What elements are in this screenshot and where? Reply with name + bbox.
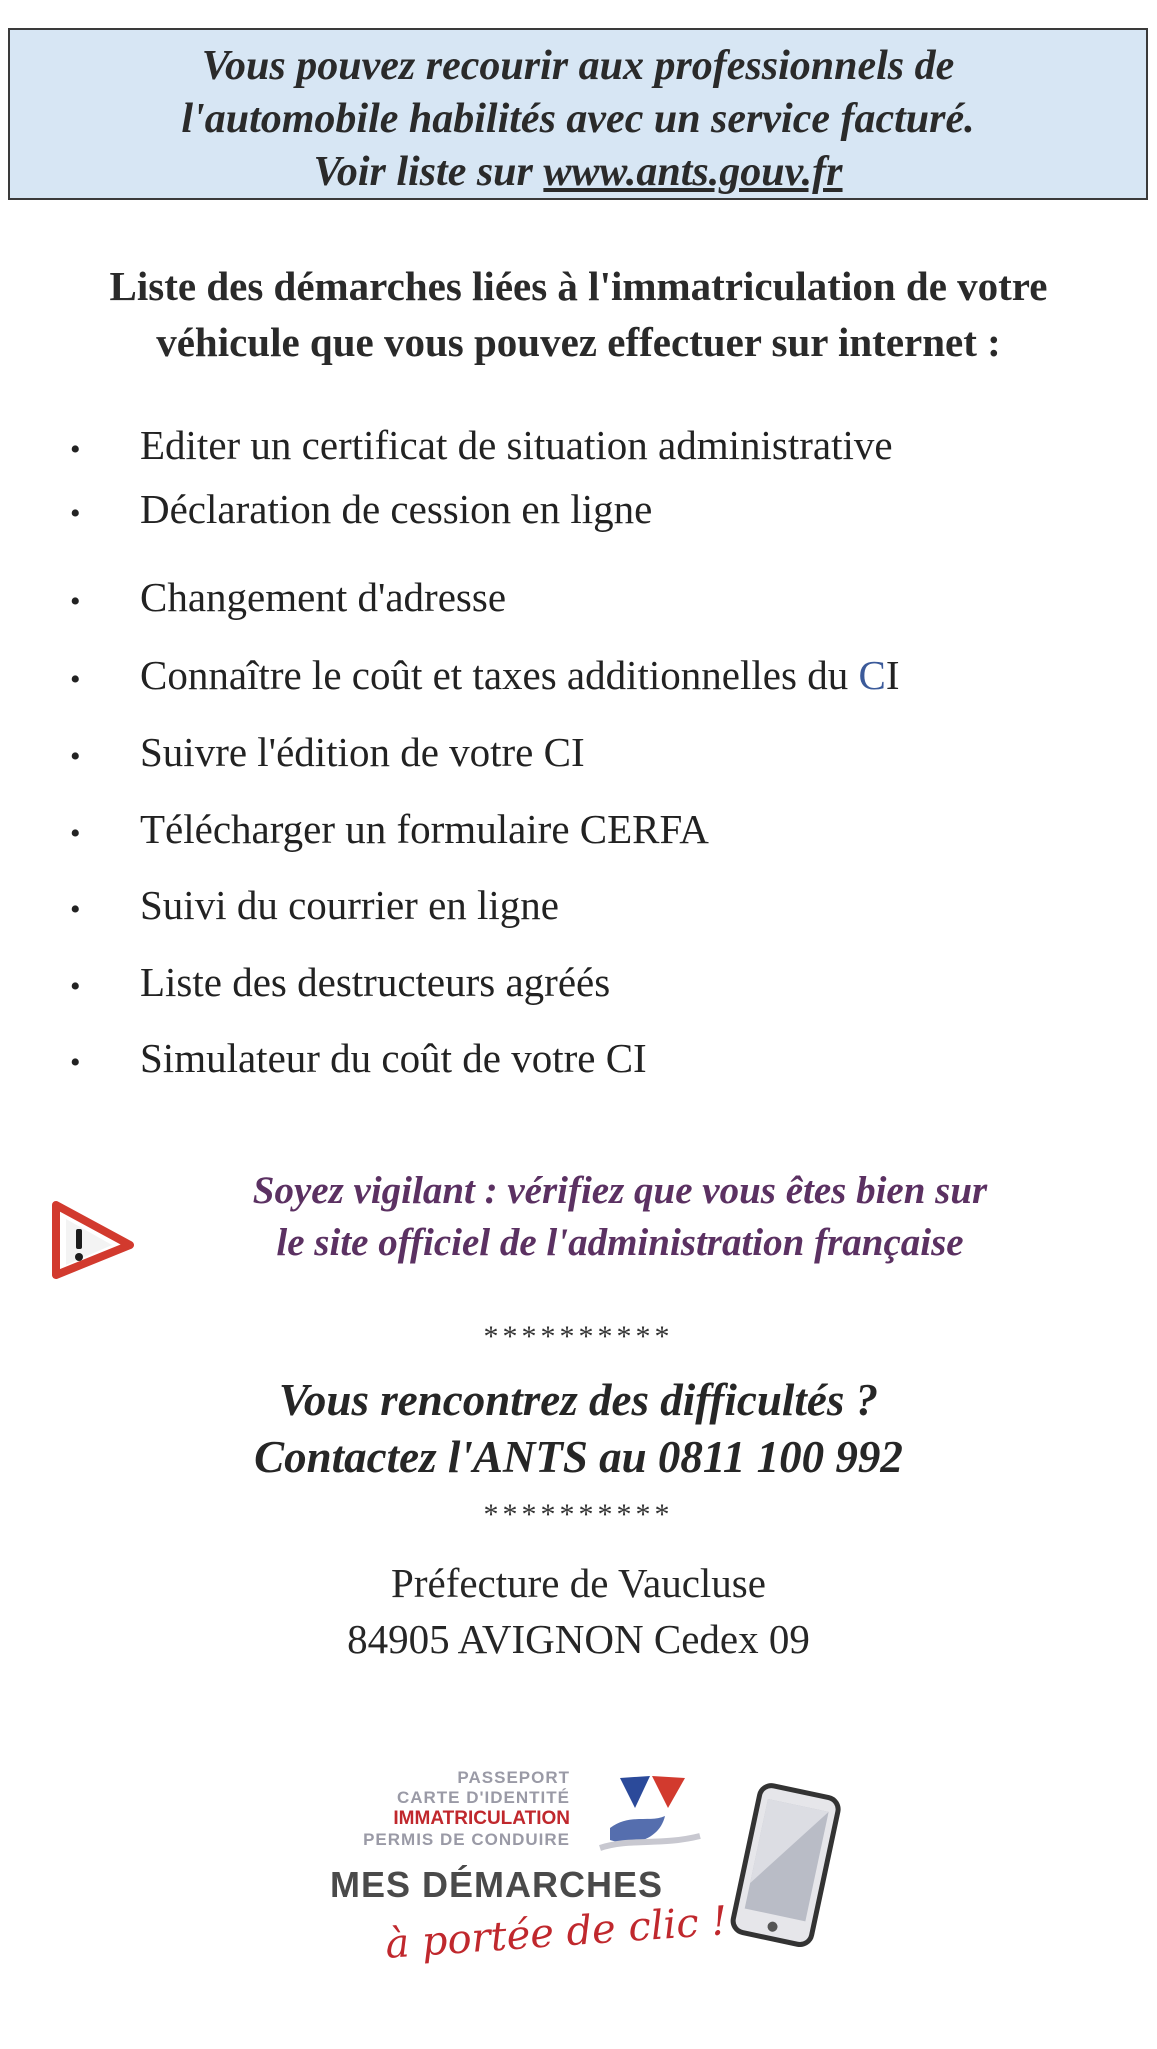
contact-line-2: Contactez l'ANTS au 0811 100 992 — [254, 1432, 903, 1482]
section-title-line-2: véhicule que vous pouvez effectuer sur internet : — [156, 319, 1001, 365]
list-item-label: Déclaration de cession en ligne — [140, 486, 653, 532]
address-block — [0, 1555, 1157, 1667]
info-box — [8, 28, 1148, 200]
info-line-3 — [10, 146, 1146, 199]
contact-line-1: Vous rencontrez des difficultés ? — [278, 1375, 879, 1425]
contact-block — [0, 1372, 1157, 1486]
info-line-1: Vous pouvez recourir aux professionnels de — [201, 43, 955, 89]
address-line-1: Préfecture de Vaucluse — [391, 1560, 766, 1606]
list-item-label: Suivre l'édition de votre CI — [140, 729, 585, 775]
list-item — [70, 420, 893, 475]
address-line-2: 84905 AVIGNON Cedex 09 — [347, 1616, 810, 1662]
list-item-label: Connaître le coût et taxes additionnelles du — [140, 652, 859, 698]
warning-text — [130, 1165, 1110, 1269]
list-item-label: Liste des destructeurs agréés — [140, 959, 611, 1005]
logo-main-text: MES DÉMARCHES — [330, 1864, 664, 1905]
list-item — [70, 880, 559, 935]
warning-block — [50, 1165, 1110, 1285]
list-item — [70, 572, 506, 627]
info-line-2: l'automobile habilités avec un service facturé. — [181, 96, 975, 142]
logo-carte-identite: CARTE D'IDENTITÉ — [396, 1788, 570, 1807]
warning-line-2: le site officiel de l'administration française — [276, 1221, 964, 1264]
bullet-icon: • — [70, 892, 81, 926]
logo-passeport: PASSEPORT — [457, 1768, 570, 1787]
list-item-ci-i: I — [885, 652, 900, 698]
bullet-icon: • — [70, 739, 81, 773]
list-item-label: Editer un certificat de situation administrative — [140, 422, 893, 468]
section-title — [0, 258, 1157, 370]
warning-line-1: Soyez vigilant : vérifiez que vous êtes bien sur — [252, 1169, 988, 1212]
mes-demarches-logo — [290, 1760, 870, 1990]
list-item-label: Simulateur du coût de votre CI — [140, 1035, 647, 1081]
logo-tagline: à portée de clic ! — [383, 1898, 729, 1968]
separator-stars: ********** — [483, 1498, 674, 1531]
list-item — [70, 484, 652, 539]
bullet-icon: • — [70, 1045, 81, 1079]
list-item — [70, 727, 585, 782]
marianne-icon — [590, 1768, 710, 1873]
list-item-label: Suivi du courrier en ligne — [140, 882, 560, 928]
list-item — [70, 1033, 647, 1088]
warning-triangle-icon — [50, 1195, 136, 1286]
separator-stars: ********** — [483, 1320, 674, 1353]
smartphone-icon — [720, 1780, 850, 1960]
section-title-line-1: Liste des démarches liées à l'immatriculation de votre — [109, 263, 1048, 309]
ants-link[interactable]: www.ants.gouv.fr — [543, 149, 843, 195]
bullet-icon: • — [70, 816, 81, 850]
bullet-icon: • — [70, 969, 81, 1003]
info-line-3-prefix: Voir liste sur — [313, 149, 544, 195]
list-item-label: Télécharger un formulaire CERFA — [140, 806, 709, 852]
bullet-icon: • — [70, 584, 81, 618]
list-item — [70, 957, 610, 1012]
list-item — [70, 804, 709, 859]
list-item-ci-c: C — [858, 652, 886, 698]
bullet-icon: • — [70, 496, 81, 530]
list-item-label: Changement d'adresse — [140, 574, 507, 620]
bullet-icon: • — [70, 432, 81, 466]
logo-immatriculation: IMMATRICULATION — [393, 1808, 570, 1829]
list-item — [70, 650, 899, 705]
bullet-icon: • — [70, 662, 81, 696]
logo-permis: PERMIS DE CONDUIRE — [363, 1830, 570, 1849]
